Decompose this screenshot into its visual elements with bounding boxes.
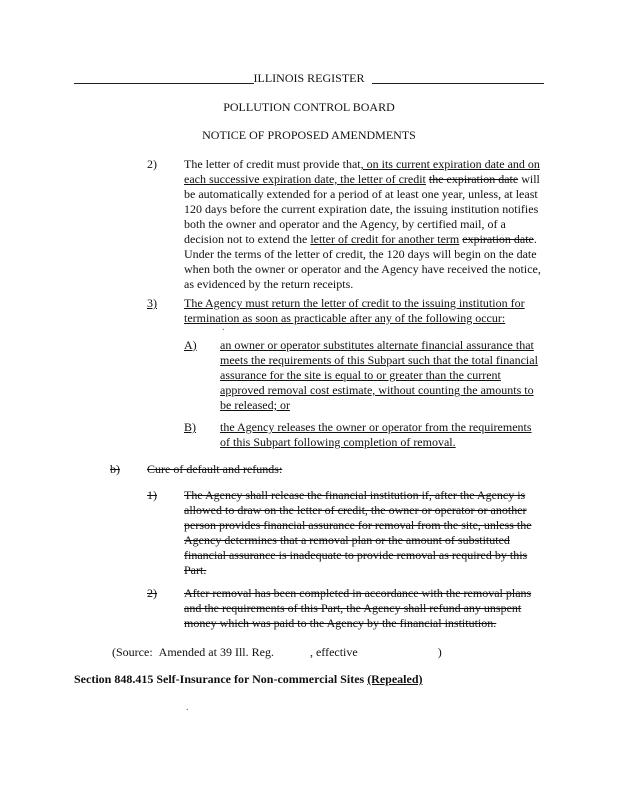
item-3b-number: B) (184, 420, 196, 434)
subsection-b2-text: After removal has been completed in accordance with the removal plans and the requirements of this Part, the Agency shall refund any unspent money which was paid to the Agency by the financial institution. (184, 586, 532, 630)
notice-title: NOTICE OF PROPOSED AMENDMENTS (202, 128, 416, 142)
subsection-b-heading: Cure of default and refunds: (147, 462, 283, 476)
item-3-number: 3) (147, 296, 157, 310)
item-3b-text: the Agency releases the owner or operator from the requirements of this Subpart following completion of removal. (220, 420, 532, 449)
footer-mark: . (186, 702, 189, 713)
source-label: (Source: (112, 645, 153, 659)
source-note (112, 645, 532, 660)
subsection-b1-number: 1) (147, 488, 157, 502)
stray-mark: . (222, 322, 225, 333)
item-3a-number: A) (184, 338, 197, 352)
source-close: ) (437, 645, 442, 659)
section-heading: Section 848.415 Self-Insurance for Non-commercial Sites (Repealed) (74, 672, 423, 686)
register-title: ILLINOIS REGISTER (253, 71, 365, 85)
item-2-text: The letter of credit must provide that, on its current expiration date and on each successive expiration date, the letter of credit the expiration date will be automatically extended for a period of at least one year, unless, at least 120 days before the current expiration date, the issuing institution notifies both the owner and operator and the Agency, by certified mail, of a decision not to extend the letter of credit for another term expiration date. Under the terms of the letter of credit, the 120 days will begin on the date when both the owner or operator and the Agency have received the notice, as evidenced by the return receipts. (184, 157, 541, 291)
item-3-text: The Agency must return the letter of credit to the issuing institution for termination as soon as practicable after any of the following occur: (184, 296, 525, 325)
source-amended: Amended at 39 Ill. Reg. (158, 645, 274, 659)
source-effective: , effective (309, 645, 358, 659)
subsection-b1-text: The Agency shall release the financial institution if, after the Agency is allowed to draw on the letter of credit, the owner or operator or another person provides financial assurance for removal from the site, unless the Agency determines that a removal plan or the amount of substituted financial assurance is inadequate to provide removal as required by this Part. (184, 488, 532, 577)
subsection-b-number: b) (110, 462, 120, 476)
item-2-number: 2) (147, 157, 157, 171)
item-3a-text: an owner or operator substitutes alternate financial assurance that meets the requirements of this Subpart such that the total financial assurance for the site is equal to or greater than the current approved removal cost estimate, without counting the amounts to be released; or (220, 338, 538, 412)
board-name: POLLUTION CONTROL BOARD (223, 100, 395, 114)
repealed-tag: (Repealed) (367, 672, 423, 686)
subsection-b2-number: 2) (147, 586, 157, 600)
